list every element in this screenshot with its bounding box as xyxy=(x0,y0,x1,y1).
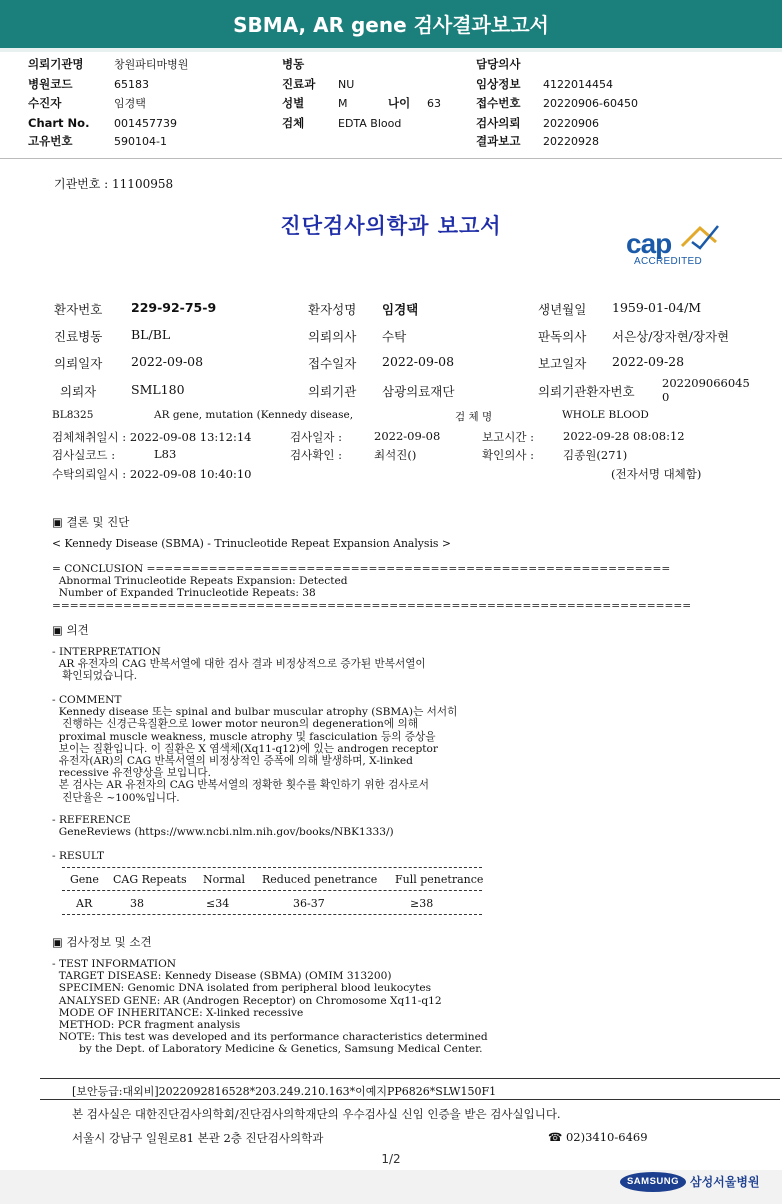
table-cell: 36-37 xyxy=(293,897,325,910)
header-label: 결과보고 xyxy=(476,134,521,148)
header-value: 창원파티마병원 xyxy=(114,58,189,71)
header-value: 4122014454 xyxy=(543,78,613,91)
header-value: 65183 xyxy=(114,78,149,91)
header-label: 수진자 xyxy=(28,96,62,110)
patient-value: 1959-01-04/M xyxy=(612,300,702,315)
patient-value: 2022-09-08 xyxy=(131,354,204,369)
specimen-value: WHOLE BLOOD xyxy=(562,409,649,421)
test-date-label: 검사일자 : xyxy=(290,430,342,444)
header-label: Chart No. xyxy=(28,116,90,130)
e-signature-note: (전자서명 대체함) xyxy=(611,467,702,481)
address-text: 서울시 강남구 일원로81 본관 2층 진단검사의학과 xyxy=(72,1131,324,1145)
institution-number: 기관번호 : 11100958 xyxy=(54,177,174,191)
header-label: 임상정보 xyxy=(476,77,521,91)
table-header: Reduced penetrance xyxy=(262,873,378,886)
table-rule xyxy=(62,867,482,868)
banner-underline xyxy=(0,48,782,52)
collection-datetime: 검체채취일시 : 2022-09-08 13:12:14 xyxy=(52,430,252,444)
test-code: BL8325 xyxy=(52,409,94,421)
header-value: 20220906-60450 xyxy=(543,97,638,110)
verify-label: 검사확인 : xyxy=(290,448,342,462)
patient-value: BL/BL xyxy=(131,327,171,342)
section-conclusion-heading: ▣ 결론 및 진단 xyxy=(52,515,130,529)
header-divider xyxy=(0,158,782,159)
footer-rule xyxy=(40,1099,780,1100)
header-value: NU xyxy=(338,78,355,91)
patient-value-wrap: 0 xyxy=(662,390,670,404)
table-cell: 38 xyxy=(130,897,144,910)
patient-label: 환자성명 xyxy=(308,302,357,317)
samsung-logo: SAMSUNG xyxy=(620,1172,686,1192)
header-label: 고유번호 xyxy=(28,134,73,148)
header-row xyxy=(28,57,84,72)
lab-code-label: 검사실코드 : xyxy=(52,448,116,462)
result-label: - RESULT xyxy=(52,850,105,862)
lab-code-value: L83 xyxy=(154,447,177,461)
age-value: 63 xyxy=(427,97,441,110)
patient-value: 임경택 xyxy=(382,302,419,317)
comment-block: - COMMENT Kennedy disease 또는 spinal and bulbar muscular atrophy (SBMA)는 서서히 진행하는 신경근육질환으로 lower motor neuron의 degeneration에 의해 proximal muscle weakness, muscle atrophy 및 fasciculation 등의 증상을 보이는 질환입니다. 이 질환은 X 염색체(Xq11-q12)에 있는 androgen receptor 유전자(AR)의 CAG 반복서열의 비정상적인 증폭에 의해 발생하며, X-linked recessive 유전양상을 보입니다. 본 검사는 AR 유전자의 CAG 반복서열의 정확한 횟수를 확인하기 위한 검사로서 진단율은 ~100%입니다. xyxy=(52,694,458,804)
patient-value: 229-92-75-9 xyxy=(131,300,217,315)
header-value: 590104-1 xyxy=(114,135,167,148)
patient-value: 202209066045 xyxy=(662,376,750,390)
confirm-doctor-label: 확인의사 : xyxy=(482,448,534,462)
cap-text: cap xyxy=(626,228,672,259)
table-header: CAG Repeats xyxy=(113,873,187,886)
test-name: AR gene, mutation (Kennedy disease, xyxy=(154,409,354,421)
patient-value: 서은상/장자현/장자현 xyxy=(612,329,730,344)
header-value: EDTA Blood xyxy=(338,117,402,130)
specimen-label: 검 체 명 xyxy=(455,411,493,423)
patient-label: 의뢰기관 xyxy=(308,384,357,399)
security-line: [보안등급:대외비]2022092816528*203.249.210.163*이예지PP6826*SLW150F1 xyxy=(72,1085,497,1098)
consign-datetime: 수탁의뢰일시 : 2022-09-08 10:40:10 xyxy=(52,467,252,481)
report-time-value: 2022-09-28 08:08:12 xyxy=(563,429,685,443)
table-cell: ≥38 xyxy=(410,897,434,910)
patient-value: SML180 xyxy=(131,382,185,397)
cap-accredited-logo xyxy=(612,216,730,272)
header-label: 담당의사 xyxy=(476,57,521,71)
header-label: 검사의뢰 xyxy=(476,116,521,130)
patient-value: 2022-09-28 xyxy=(612,354,685,369)
patient-value: 삼광의료재단 xyxy=(382,384,455,399)
conclusion-title: < Kennedy Disease (SBMA) - Trinucleotide Repeat Expansion Analysis > xyxy=(52,537,451,550)
interpretation-block: - INTERPRETATION AR 유전자의 CAG 반복서열에 대한 검사 결과 비정상적으로 증가된 반복서열이 확인되었습니다. xyxy=(52,646,426,683)
verify-value: 최석진() xyxy=(374,448,417,462)
certification-text: 본 검사실은 대한진단검사의학회/진단검사의학재단의 우수검사실 신임 인증을 받은 검사실입니다. xyxy=(72,1107,561,1121)
patient-label: 보고일자 xyxy=(538,356,587,371)
header-value: 20220928 xyxy=(543,135,599,148)
test-date-value: 2022-09-08 xyxy=(374,429,441,443)
header-label: 성별 xyxy=(282,96,305,110)
table-header: Normal xyxy=(203,873,246,886)
patient-label: 생년월일 xyxy=(538,302,587,317)
table-header: Gene xyxy=(70,873,99,886)
hospital-logo-text: 삼성서울병원 xyxy=(690,1175,760,1189)
page-number: 1/2 xyxy=(381,1152,401,1166)
patient-label: 의뢰일자 xyxy=(54,356,103,371)
report-time-label: 보고시간 : xyxy=(482,430,534,444)
header-label: 병동 xyxy=(282,57,305,71)
header-value: 001457739 xyxy=(114,117,177,130)
document-title: 진단검사의학과 보고서 xyxy=(280,214,502,238)
table-rule xyxy=(62,914,482,915)
section-testinfo-heading: ▣ 검사정보 및 소견 xyxy=(52,935,152,949)
patient-label: 의뢰기관환자번호 xyxy=(538,384,635,399)
report-banner: SBMA, AR gene 검사결과보고서 xyxy=(0,0,782,48)
patient-label: 진료병동 xyxy=(54,329,103,344)
table-cell: ≤34 xyxy=(206,897,230,910)
header-label: 병원코드 xyxy=(28,77,73,91)
cap-subtext: ACCREDITED xyxy=(634,256,703,267)
conclusion-block: = CONCLUSION =========================================================== Abnormal Trinucleotide Repeats Expansion: Detected Number of Expanded Trinucleotide Repeats: 38 ======================================================================== xyxy=(52,563,692,612)
header-value: M xyxy=(338,97,348,110)
phone-text: ☎ 02)3410-6469 xyxy=(548,1130,648,1144)
table-rule xyxy=(62,890,482,891)
header-label: 검체 xyxy=(282,116,305,130)
patient-value: 2022-09-08 xyxy=(382,354,455,369)
test-information-block: - TEST INFORMATION TARGET DISEASE: Kennedy Disease (SBMA) (OMIM 313200) SPECIMEN: Genomic DNA isolated from peripheral blood leukocytes ANALYSED GENE: AR (Androgen Receptor) on Chromosome Xq11-q12 MODE OF INHERITANCE: X-linked recessive METHOD: PCR fragment analysis NOTE: This test was developed and its performance characteristics determined by the Dept. of Laboratory Medicine & Genetics, Samsung Medical Center. xyxy=(52,958,488,1056)
patient-label: 접수일자 xyxy=(308,356,357,371)
confirm-doctor-value: 김종원(271) xyxy=(563,448,628,462)
section-opinion-heading: ▣ 의견 xyxy=(52,623,89,637)
table-cell: AR xyxy=(76,897,93,910)
reference-block: - REFERENCE GeneReviews (https://www.ncbi.nlm.nih.gov/books/NBK1333/) xyxy=(52,814,394,839)
patient-label: 판독의사 xyxy=(538,329,587,344)
header-value: 20220906 xyxy=(543,117,599,130)
patient-label: 의뢰자 xyxy=(60,384,97,399)
table-header: Full penetrance xyxy=(395,873,484,886)
patient-label: 의뢰의사 xyxy=(308,329,357,344)
patient-value: 수탁 xyxy=(382,329,407,344)
patient-label: 환자번호 xyxy=(54,302,103,317)
header-value: 임경택 xyxy=(114,97,146,110)
footer-rule xyxy=(40,1078,780,1079)
header-label: 의뢰기관명 xyxy=(28,57,84,71)
header-label: 접수번호 xyxy=(476,96,521,110)
header-label: 진료과 xyxy=(282,77,316,91)
age-label: 나이 xyxy=(388,96,411,110)
